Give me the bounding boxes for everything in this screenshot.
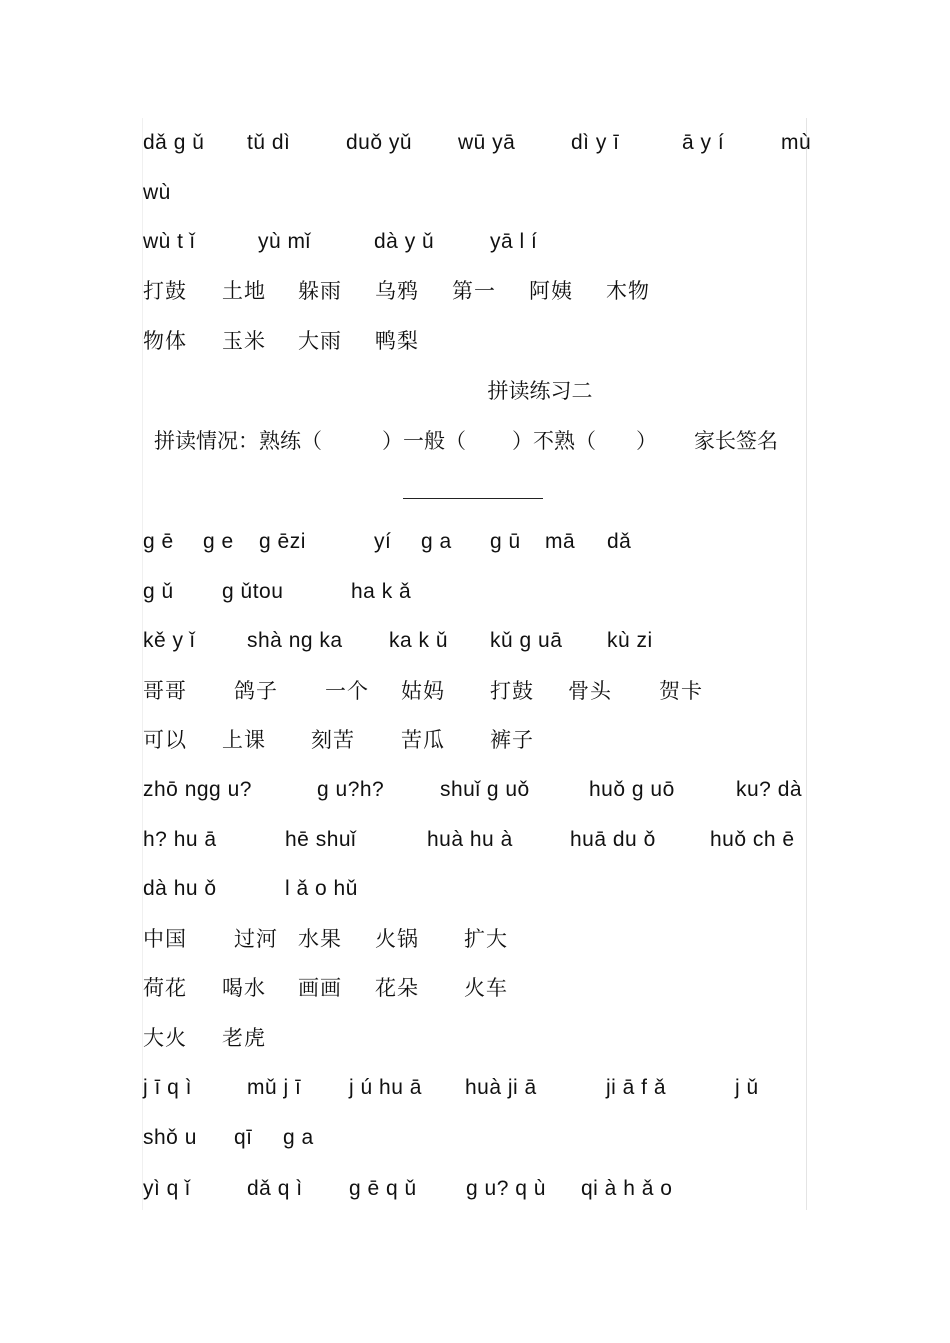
status-end: ）	[636, 429, 657, 453]
pinyin-word: yì q ǐ	[143, 1177, 191, 1200]
hanzi-row	[143, 326, 433, 356]
pinyin-word: shǒ u	[143, 1126, 197, 1149]
pinyin-word: dì y ī	[571, 131, 620, 154]
hanzi-row	[143, 725, 543, 755]
pinyin-word: wù t ǐ	[143, 230, 196, 253]
hanzi-word: 鸭梨	[375, 329, 419, 353]
hanzi-word: 上课	[222, 728, 266, 752]
pinyin-word: huà ji ā	[465, 1076, 537, 1099]
hanzi-word: 过河	[234, 927, 278, 951]
pinyin-word: kù zi	[607, 629, 653, 652]
pinyin-word: j ī q ì	[143, 1076, 193, 1099]
pinyin-word: huǒ g uō	[589, 778, 675, 801]
pinyin-word: h? hu ā	[143, 828, 217, 851]
pinyin-word: yù mǐ	[258, 230, 311, 253]
section-title: 拼读练习二	[487, 379, 593, 403]
pinyin-word: shuǐ g uǒ	[440, 778, 530, 801]
hanzi-word: 姑妈	[401, 679, 445, 703]
pinyin-word: ka k ǔ	[389, 629, 449, 652]
hanzi-word: 阿姨	[529, 279, 573, 303]
hanzi-word: 苦瓜	[401, 728, 445, 752]
pinyin-row	[143, 527, 643, 557]
hanzi-word: 裤子	[490, 728, 534, 752]
pinyin-word: ku? dà	[736, 778, 803, 801]
pinyin-word: g ū	[490, 530, 521, 553]
hanzi-word: 土地	[222, 279, 266, 303]
status-mid-2: ）不熟（	[512, 429, 596, 453]
hanzi-word: 可以	[143, 728, 187, 752]
hanzi-word: 火锅	[375, 927, 419, 951]
hanzi-word: 鸽子	[234, 679, 278, 703]
pinyin-word: tǔ dì	[247, 131, 291, 154]
pinyin-row	[143, 626, 683, 656]
pinyin-word: g u? q ù	[466, 1177, 546, 1200]
hanzi-row	[143, 973, 523, 1003]
hanzi-word: 喝水	[222, 976, 266, 1000]
hanzi-word: 贺卡	[659, 679, 703, 703]
hanzi-word: 中国	[143, 927, 187, 951]
status-mid-1: ）一般（	[382, 429, 466, 453]
pinyin-row	[143, 825, 805, 855]
pinyin-word: wù	[143, 181, 171, 204]
hanzi-word: 一个	[325, 679, 369, 703]
pinyin-word: zhō ngg u?	[143, 778, 252, 801]
signature-line	[403, 498, 543, 499]
pinyin-word: g ē q ǔ	[349, 1177, 417, 1200]
hanzi-word: 水果	[298, 927, 342, 951]
pinyin-word: ha k ǎ	[351, 580, 412, 603]
pinyin-word: g a	[283, 1126, 314, 1149]
pinyin-word: hē shuǐ	[285, 828, 357, 851]
pinyin-word: mā	[545, 530, 576, 553]
pinyin-word: g ǔ	[143, 580, 174, 603]
hanzi-word: 老虎	[222, 1026, 266, 1050]
pinyin-row	[143, 1174, 703, 1204]
pinyin-word: qi à h ǎ o	[581, 1177, 673, 1200]
pinyin-word: g e	[203, 530, 234, 553]
hanzi-word: 骨头	[568, 679, 612, 703]
hanzi-word: 玉米	[222, 329, 266, 353]
pinyin-word: huā du ǒ	[570, 828, 656, 851]
hanzi-word: 打鼓	[143, 279, 187, 303]
status-label: 拼读情况：熟练（	[154, 429, 322, 453]
pinyin-word: dǎ g ǔ	[143, 131, 205, 154]
hanzi-word: 荷花	[143, 976, 187, 1000]
hanzi-word: 物体	[143, 329, 187, 353]
pinyin-word: g a	[421, 530, 452, 553]
pinyin-word: l ǎ o hǔ	[285, 877, 358, 900]
hanzi-word: 乌鸦	[375, 279, 419, 303]
pinyin-word: g u?h?	[317, 778, 385, 801]
hanzi-word: 大火	[143, 1026, 187, 1050]
pinyin-word: shà ng ka	[247, 629, 343, 652]
pinyin-word: huǒ ch ē	[710, 828, 795, 851]
parent-sign-label: 家长签名	[694, 429, 778, 453]
pinyin-word: dǎ	[607, 530, 632, 553]
hanzi-row	[143, 924, 523, 954]
hanzi-row	[143, 276, 663, 306]
pinyin-word: yí	[374, 530, 392, 553]
hanzi-word: 打鼓	[490, 679, 534, 703]
pinyin-word: ji ā f ǎ	[606, 1076, 667, 1099]
pinyin-row	[143, 178, 243, 208]
hanzi-word: 火车	[464, 976, 508, 1000]
pinyin-word: yā l í	[490, 230, 538, 253]
hanzi-word: 刻苦	[311, 728, 355, 752]
pinyin-word: ā y í	[682, 131, 725, 154]
pinyin-word: mǔ j ī	[247, 1076, 302, 1099]
hanzi-word: 木物	[606, 279, 650, 303]
pinyin-word: g ēzi	[259, 530, 306, 553]
pinyin-word: huà hu à	[427, 828, 513, 851]
pinyin-row	[143, 227, 593, 257]
pinyin-word: kǔ g uā	[490, 629, 563, 652]
pinyin-row	[143, 1073, 783, 1103]
hanzi-word: 第一	[452, 279, 496, 303]
pinyin-row	[143, 775, 805, 805]
pinyin-word: j ǔ	[735, 1076, 759, 1099]
right-margin-rule	[806, 118, 807, 1210]
hanzi-word: 躲雨	[298, 279, 342, 303]
reading-status-line	[154, 426, 794, 456]
pinyin-word: j ú hu ā	[349, 1076, 422, 1099]
pinyin-word: kě y ǐ	[143, 629, 196, 652]
pinyin-word: duǒ yǔ	[346, 131, 413, 154]
hanzi-row	[143, 1023, 283, 1053]
pinyin-row	[143, 874, 383, 904]
pinyin-word: dà hu ǒ	[143, 877, 217, 900]
pinyin-word: wū yā	[458, 131, 516, 154]
pinyin-word: g ē	[143, 530, 174, 553]
pinyin-row	[143, 577, 433, 607]
pinyin-row	[143, 128, 813, 158]
hanzi-row	[143, 676, 723, 706]
hanzi-word: 扩大	[464, 927, 508, 951]
pinyin-row	[143, 1123, 343, 1153]
pinyin-word: g ǔtou	[222, 580, 284, 603]
pinyin-word: qī	[234, 1126, 253, 1149]
hanzi-word: 大雨	[298, 329, 342, 353]
pinyin-word: dà y ǔ	[374, 230, 435, 253]
hanzi-word: 花朵	[375, 976, 419, 1000]
pinyin-word: dǎ q ì	[247, 1177, 303, 1200]
pinyin-word: mù	[781, 131, 812, 154]
hanzi-word: 画画	[298, 976, 342, 1000]
hanzi-word: 哥哥	[143, 679, 187, 703]
